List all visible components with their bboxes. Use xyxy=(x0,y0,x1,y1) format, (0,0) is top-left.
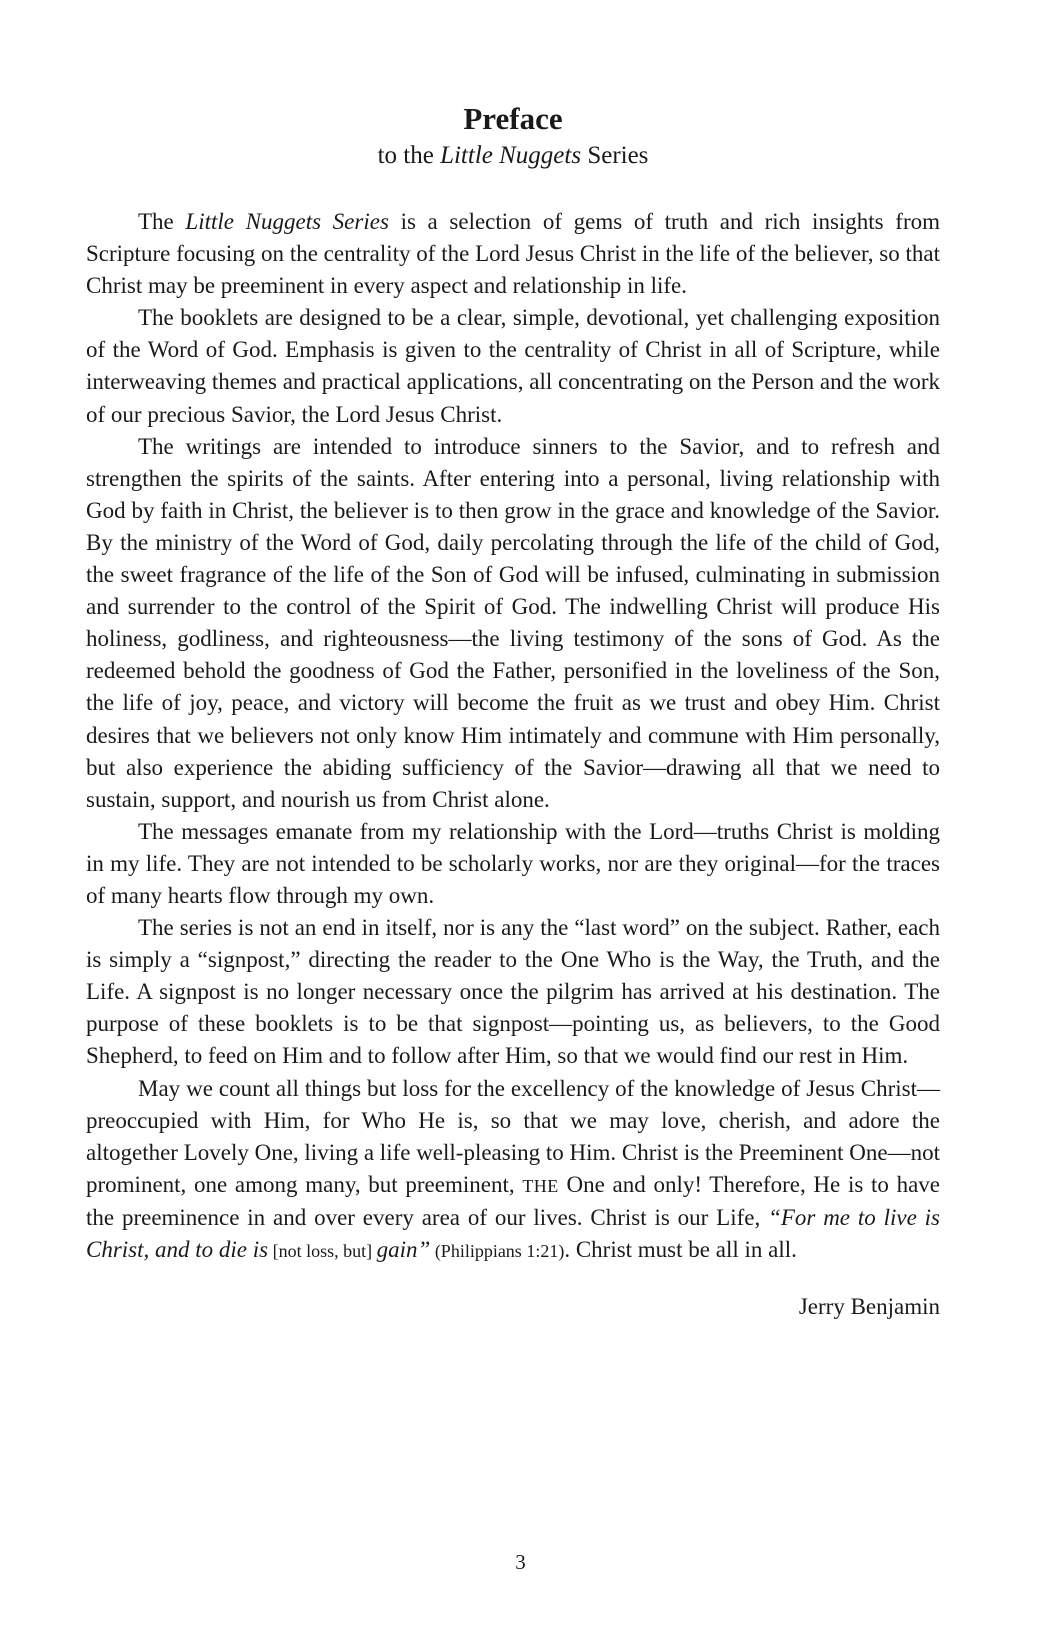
paragraph-1-lead: The xyxy=(138,209,186,234)
page-subtitle xyxy=(86,140,940,172)
paragraph-6-reference: (Philippians 1:21) xyxy=(430,1241,565,1261)
paragraph-4: The messages emanate from my relationship with the Lord—truths Christ is molding in my life. They are not intended to be scholarly works, nor are they original—for the traces of many hearts flow through my own. xyxy=(86,818,940,908)
preface-page xyxy=(86,100,940,1323)
paragraph-1-text: is a selection of gems of truth and rich insights from Scripture focusing on the centrality of the Lord Jesus Christ in the life of the believer, so that Christ may be preeminent in every aspect and relationship in life. xyxy=(86,209,940,299)
page-title: Preface xyxy=(463,101,563,136)
paragraph-5: The series is not an end in itself, nor is any the “last word” on the subject. Rather, each is simply a “signpost,” directing the reader to the One Who is the Way, the Truth, and the Life. A signpost is no longer necessary once the pilgrim has arrived at his destination. The purpose of these booklets is to be that signpost—pointing us, as believers, to the Good Shepherd, to feed on Him and to follow after Him, so that we would find our rest in Him. xyxy=(86,915,940,1069)
paragraph-3: The writings are intended to introduce sinners to the Savior, and to refresh and strengthen the spirits of the saints. After entering into a personal, living relationship with God by faith in Christ, the believer is to then grow in the grace and knowledge of the Savior. By the ministry of the Word of God, daily percolating through the life of the child of God, the sweet fragrance of the life of the Son of God will be infused, culminating in submission and surrender to the control of the Spirit of God. The indwelling Christ will produce His holiness, godliness, and righteousness—the living testimony of the sons of God. As the redeemed behold the goodness of God the Father, personified in the loveliness of the Son, the life of joy, peace, and victory will become the fruit as we trust and obey Him. Christ desires that we believers not only know Him intimately and commune with Him personally, but also experience the abiding sufficiency of the Savior—drawing all that we need to sustain, support, and nourish us from Christ alone. xyxy=(86,433,940,812)
paragraph-6-quote-2: gain” xyxy=(376,1237,431,1262)
paragraph-1 xyxy=(86,206,940,302)
page-number: 3 xyxy=(515,1550,526,1574)
preface-body xyxy=(86,206,940,1267)
subtitle-suffix: Series xyxy=(581,142,649,169)
paragraph-6 xyxy=(86,1073,940,1268)
paragraph-6-part-a: May we count all things but loss for the excellency of the knowledge of Jesus Christ—preoccupied with Him, for Who He is, so that we may love, cherish, and adore the altogether Lovely One, living a life well-pleasing to Him. Christ is the Preeminent One—not prominent, one among many, but preeminent, xyxy=(86,1075,941,1197)
subtitle-prefix: to the xyxy=(377,142,441,169)
paragraph-1-series-name: Little Nuggets Series xyxy=(185,209,389,234)
paragraph-6-quote-1: “For me to live is Christ, and to die is xyxy=(86,1204,940,1262)
paragraph-6-part-c: . Christ must be all in all. xyxy=(564,1237,797,1262)
paragraph-6-part-b: One and only! Therefore, He is to have the preeminence in and over every area of our lives. Christ is our Life, xyxy=(86,1171,941,1230)
paragraph-6-bracket: [not loss, but] xyxy=(268,1241,377,1261)
paragraph-6-the: THE xyxy=(522,1175,559,1196)
subtitle-series-name: Little Nuggets xyxy=(440,142,582,169)
paragraph-2: The booklets are designed to be a clear, simple, devotional, yet challenging exposition of the Word of God. Emphasis is given to the centrality of Christ in all of Scripture, while interweaving themes and practical applications, all concentrating on the Person and the work of our precious Savior, the Lord Jesus Christ. xyxy=(86,305,940,427)
author-signature: Jerry Benjamin xyxy=(798,1294,940,1320)
